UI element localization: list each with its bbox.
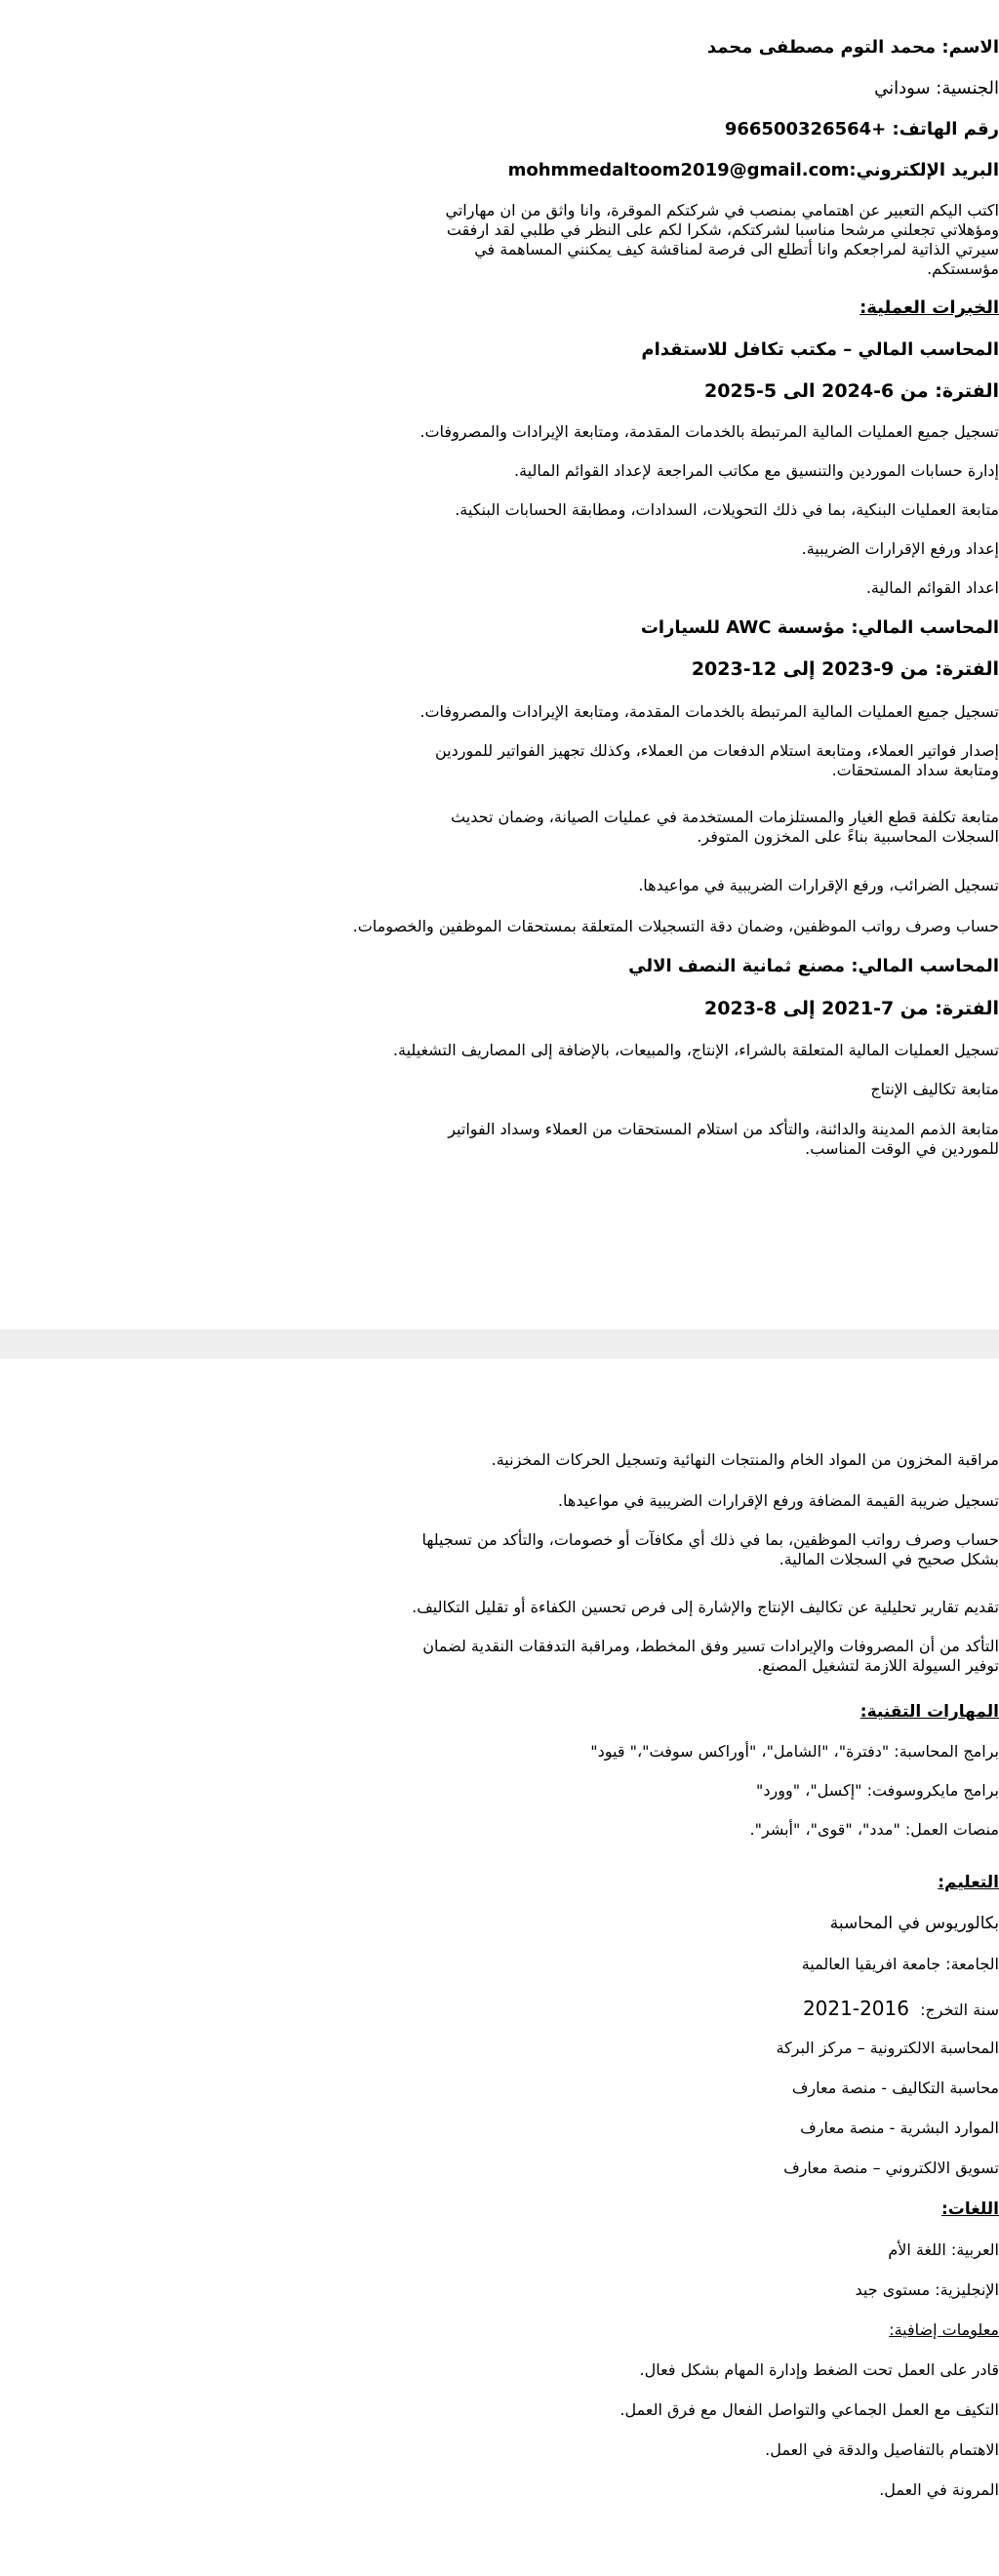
additional-heading: معلومات إضافية: [889, 2320, 999, 2339]
skill-item-3: منصات العمل: "مدد"، "قوى"، "أبشر". [749, 1820, 999, 1839]
job-1-duty-2: إدارة حسابات الموردين والتنسيق مع مكاتب المراجعة لإعداد القوائم المالية. [513, 461, 999, 480]
additional-item-2: التكيف مع العمل الجماعي والتواصل الفعال مع فرق العمل. [619, 2400, 999, 2419]
job-3-duty-5: تسجيل ضريبة القيمة المضافة ورفع الإقرارات الضريبية في مواعيدها. [557, 1491, 999, 1510]
skill-item-1: برامج المحاسبة: "دفترة"، "الشامل"، "أوراكس سوفت"،" قيود" [590, 1742, 999, 1761]
skills-heading: المهارات التقنية: [859, 1702, 999, 1722]
job-2-title: المحاسب المالي: مؤسسة AWC للسيارات [640, 617, 999, 638]
job-1-duty-1: تسجيل جميع العمليات المالية المرتبطة بالخدمات المقدمة، ومتابعة الإيرادات والمصروفات. [420, 422, 999, 441]
graduation-label: سنة التخرج: [920, 2001, 999, 2019]
job-2-duty-2: إصدار فواتير العملاء، ومتابعة استلام الدفعات من العملاء، وكذلك تجهيز الفواتير للموردين ومتابعة سداد المستحقات. [434, 741, 999, 779]
job-3-duty-1: تسجيل العمليات المالية المتعلقة بالشراء، الإنتاج، والمبيعات، بالإضافة إلى المصاريف التشغيلية. [392, 1041, 999, 1059]
job-3-duty-3: متابعة الذمم المدينة والدائنة، والتأكد من استلام المستحقات من العملاء وسداد الفواتير للموردين في الوقت المناسب. [448, 1120, 999, 1158]
page-2 [0, 1359, 999, 2576]
email-line: البريد الإلكتروني:mohmmedaltoom2019@gmail.com [507, 160, 999, 180]
additional-item-1: قادر على العمل تحت الضغط وإدارة المهام بشكل فعال. [639, 2360, 999, 2379]
skill-item-2: برامج مايكروسوفت: "إكسل"، "وورد" [756, 1781, 999, 1800]
education-graduation [0, 1997, 999, 2020]
nationality-line: الجنسية: سوداني [874, 78, 999, 99]
job-2-period: الفترة: من 9-2023 إلى 12-2023 [691, 658, 999, 680]
job-3-duty-4: مراقبة المخزون من المواد الخام والمنتجات النهائية وتسجيل الحركات المخزنية. [491, 1450, 999, 1469]
experience-heading: الخبرات العملية: [859, 297, 999, 318]
job-3-duty-7: تقديم تقارير تحليلية عن تكاليف الإنتاج والإشارة إلى فرص تحسين الكفاءة أو تقليل التكاليف. [412, 1598, 999, 1616]
course-item-2: محاسبة التكاليف - منصة معارف [791, 2079, 999, 2097]
job-1-duty-3: متابعة العمليات البنكية، بما في ذلك التحويلات، السدادات، ومطابقة الحسابات البنكية. [455, 500, 999, 519]
job-3-title: المحاسب المالي: مصنع ثمانية النصف الالي [628, 956, 999, 976]
phone-line: رقم الهاتف: +966500326564 [724, 119, 999, 139]
job-2-duty-3: متابعة تكلفة قطع الغيار والمستلزمات المستخدمة في عمليات الصيانة، وضمان تحديث السجلات المحاسبية بناءً على المخزون المتوفر. [451, 808, 999, 846]
intro-paragraph: اكتب اليكم التعبير عن اهتمامي بمنصب في شركتكم الموقرة، وانا واثق من ان مهاراتي ومؤهلاتي تجعلني مرشحا مناسبا لشركتكم، شكرا لكم على النظر في طلبي لقد ارفقت سيرتي الذاتية لمراجعكم وانا أتطلع الى فرصة لمناقشة كيف يمكنني المساهمة في مؤسستكم. [445, 201, 999, 278]
course-item-4: تسويق الالكتروني – منصة معارف [783, 2159, 999, 2177]
language-item-1: العربية: اللغة الأم [888, 2240, 999, 2259]
job-1-title: المحاسب المالي – مكتب تكافل للاستقدام [641, 339, 999, 360]
job-3-duty-6: حساب وصرف رواتب الموظفين، بما في ذلك أي مكافآت أو خصومات، والتأكد من تسجيلها بشكل صحيح في السجلات المالية. [421, 1530, 999, 1568]
page-separator [0, 1329, 999, 1359]
job-1-duty-4: إعداد ورفع الإقرارات الضريبية. [801, 539, 999, 558]
education-degree: بكالوريوس في المحاسبة [829, 1914, 999, 1933]
name-line: الاسم: محمد التوم مصطفى محمد [706, 37, 999, 58]
job-3-duty-2: متابعة تكاليف الإنتاج [870, 1080, 999, 1098]
job-3-duty-8: التأكد من أن المصروفات والإيرادات تسير وفق المخطط، ومراقبة التدفقات النقدية لضمان توفير السيولة اللازمة لتشغيل المصنع. [422, 1637, 999, 1675]
job-2-duty-4: تسجيل الضرائب، ورفع الإقرارات الضريبية في مواعيدها. [638, 876, 999, 894]
job-2-duty-1: تسجيل جميع العمليات المالية المرتبطة بالخدمات المقدمة، ومتابعة الإيرادات والمصروفات. [420, 702, 999, 721]
course-item-3: الموارد البشرية - منصة معارف [800, 2119, 999, 2137]
education-heading: التعليم: [938, 1873, 999, 1892]
job-1-period: الفترة: من 6-2024 الى 5-2025 [704, 380, 999, 402]
job-2-duty-5: حساب وصرف رواتب الموظفين، وضمان دقة التسجيلات المتعلقة بمستحقات الموظفين والخصومات. [352, 917, 999, 935]
graduation-years: 2016-2021 [802, 1997, 909, 2020]
course-item-1: المحاسبة الالكترونية – مركز البركة [776, 2039, 999, 2057]
additional-item-3: الاهتمام بالتفاصيل والدقة في العمل. [765, 2440, 999, 2459]
language-item-2: الإنجليزية: مستوى جيد [855, 2280, 999, 2299]
additional-item-4: المرونة في العمل. [879, 2480, 999, 2499]
languages-heading: اللغات: [940, 2200, 999, 2219]
education-university: الجامعة: جامعة افريقيا العالمية [801, 1955, 999, 1973]
job-1-duty-5: اعداد القوائم المالية. [865, 578, 999, 597]
job-3-period: الفترة: من 7-2021 إلى 8-2023 [704, 998, 999, 1019]
